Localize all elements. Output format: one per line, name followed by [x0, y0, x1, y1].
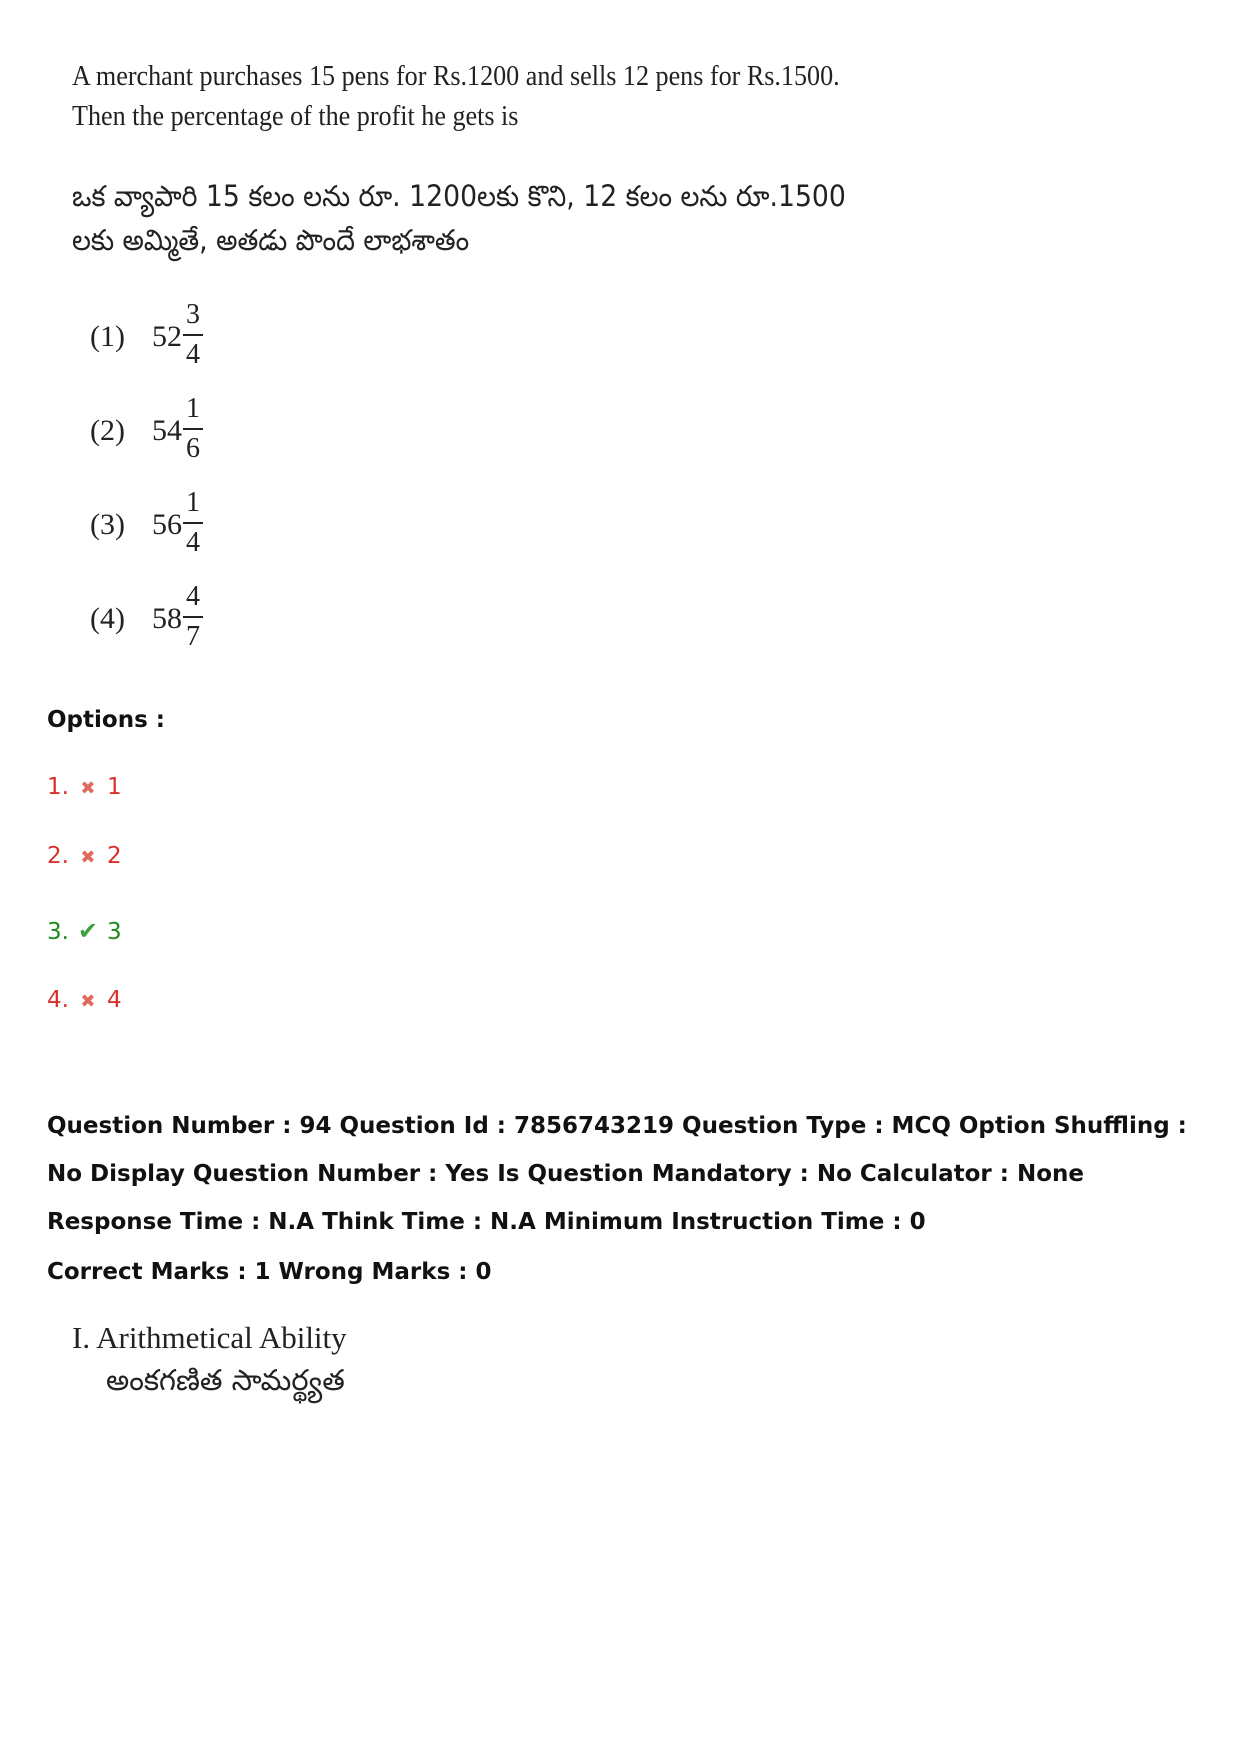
cross-icon: ✖ [80, 778, 96, 799]
choice-fraction [182, 298, 204, 372]
question-telugu-line-2: లకు అమ్మితే, అతడు పొందే లాభశాతం [72, 223, 470, 257]
fraction-numerator: 1 [186, 393, 200, 424]
fraction-numerator: 4 [186, 581, 200, 612]
option-3 [47, 917, 122, 945]
fraction-numerator: 3 [186, 299, 200, 330]
question-meta: Question Number : 94 Question Id : 7856743219 Question Type : MCQ Option Shuffling : No Display Question Number : Yes Is Question Mandatory : No Calculator : None Response Time : N.A Think Time : N.A Minimum Instruction Time : 0 [47, 1113, 1187, 1235]
choice-whole: 52 [152, 320, 182, 353]
option-2 [47, 843, 122, 869]
choice-fraction [182, 486, 204, 560]
fraction-denominator: 4 [186, 527, 200, 558]
option-index: 3. [47, 919, 69, 945]
question-english-line-1: A merchant purchases 15 pens for Rs.1200 and sells 12 pens for Rs.1500. [72, 60, 840, 92]
section-title-telugu: అంకగణిత సామర్థ్యత [106, 1363, 345, 1397]
question-text-english [72, 56, 840, 136]
question-english-line-2: Then the percentage of the profit he gets is [72, 100, 519, 132]
choice-2 [90, 392, 290, 472]
option-4 [47, 987, 122, 1013]
section-title-english: I. Arithmetical Ability [72, 1320, 347, 1355]
choice-number: (1) [90, 320, 125, 353]
option-1 [47, 774, 122, 800]
marks-meta: Correct Marks : 1 Wrong Marks : 0 [47, 1259, 492, 1285]
option-index: 1. [47, 774, 69, 800]
fraction-denominator: 6 [186, 433, 200, 464]
cross-icon: ✖ [80, 847, 96, 868]
fraction-denominator: 4 [186, 339, 200, 370]
fraction-numerator: 1 [186, 487, 200, 518]
choice-number: (2) [90, 414, 125, 447]
choice-whole: 56 [152, 508, 182, 541]
option-label: 4 [106, 987, 122, 1013]
option-index: 2. [47, 843, 69, 869]
choice-whole: 54 [152, 414, 182, 447]
choice-number: (4) [90, 602, 125, 635]
cross-icon: ✖ [80, 991, 96, 1012]
option-label: 3 [106, 919, 122, 945]
fraction-bar [183, 522, 203, 524]
fraction-denominator: 7 [186, 621, 200, 652]
choice-4 [90, 580, 290, 660]
options-heading: Options : [47, 707, 165, 733]
fraction-bar [183, 428, 203, 430]
section-title [72, 1318, 347, 1402]
choice-1 [90, 298, 290, 378]
check-icon: ✔ [77, 917, 98, 945]
question-telugu-line-1: ఒక వ్యాపారి 15 కలం లను రూ. 1200లకు కొని, 12 కలం లను రూ.1500 [72, 179, 846, 213]
choice-number: (3) [90, 508, 125, 541]
choice-fraction [182, 580, 204, 654]
choice-fraction [182, 392, 204, 466]
option-label: 2 [106, 843, 122, 869]
question-text-telugu [72, 174, 846, 262]
fraction-bar [183, 616, 203, 618]
option-label: 1 [106, 774, 122, 800]
choice-whole: 58 [152, 602, 182, 635]
choice-3 [90, 486, 290, 566]
fraction-bar [183, 334, 203, 336]
option-index: 4. [47, 987, 69, 1013]
